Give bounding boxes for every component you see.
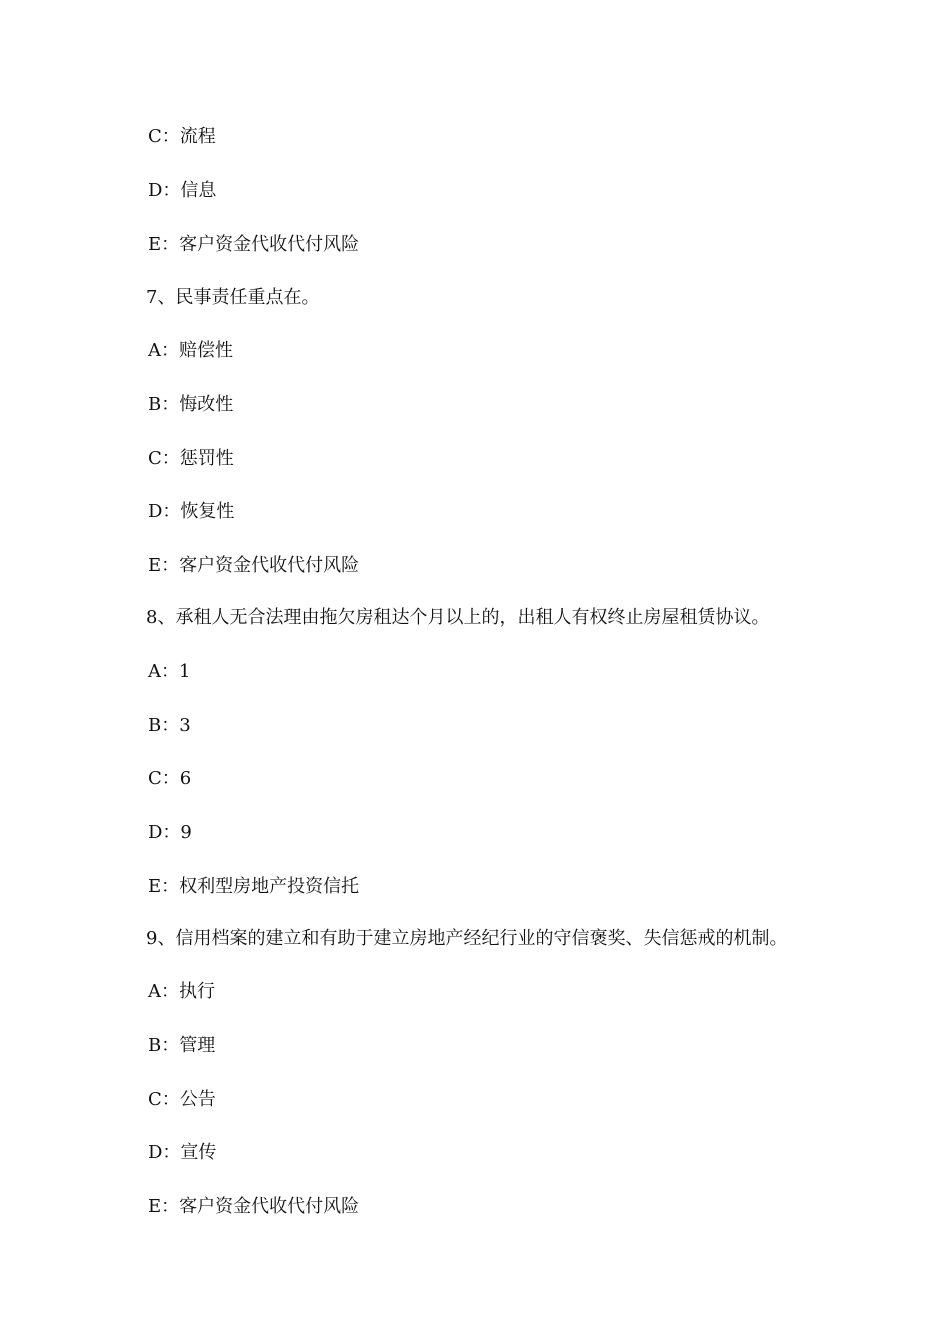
option-e-q9: E：客户资金代收代付风险 (148, 1196, 360, 1217)
option-d-q7: D：恢复性 (148, 501, 235, 522)
option-e-q6: E：客户资金代收代付风险 (148, 234, 360, 255)
option-c-q7: C：惩罚性 (148, 448, 234, 469)
option-d-q8: D：9 (148, 822, 192, 843)
option-c-q8: C：6 (148, 768, 192, 789)
option-c-q6: C：流程 (148, 126, 216, 147)
question-9: 9、信用档案的建立和有助于建立房地产经纪行业的守信褒奖、失信惩戒的机制。 (146, 928, 788, 949)
option-e-q8: E：权利型房地产投资信托 (148, 876, 360, 897)
option-d-q9: D：宣传 (148, 1142, 217, 1163)
option-a-q9: A：执行 (148, 981, 215, 1002)
option-a-q7: A：赔偿性 (148, 340, 233, 361)
option-b-q7: B：悔改性 (148, 394, 234, 415)
option-d-q6: D：信息 (148, 180, 217, 201)
option-b-q8: B：3 (148, 715, 191, 736)
question-8: 8、承租人无合法理由拖欠房租达个月以上的，出租人有权终止房屋租赁协议。 (146, 607, 770, 628)
option-b-q9: B：管理 (148, 1035, 216, 1056)
option-c-q9: C：公告 (148, 1089, 216, 1110)
option-a-q8: A：1 (148, 661, 191, 682)
option-e-q7: E：客户资金代收代付风险 (148, 555, 360, 576)
question-7: 7、民事责任重点在。 (146, 287, 320, 308)
